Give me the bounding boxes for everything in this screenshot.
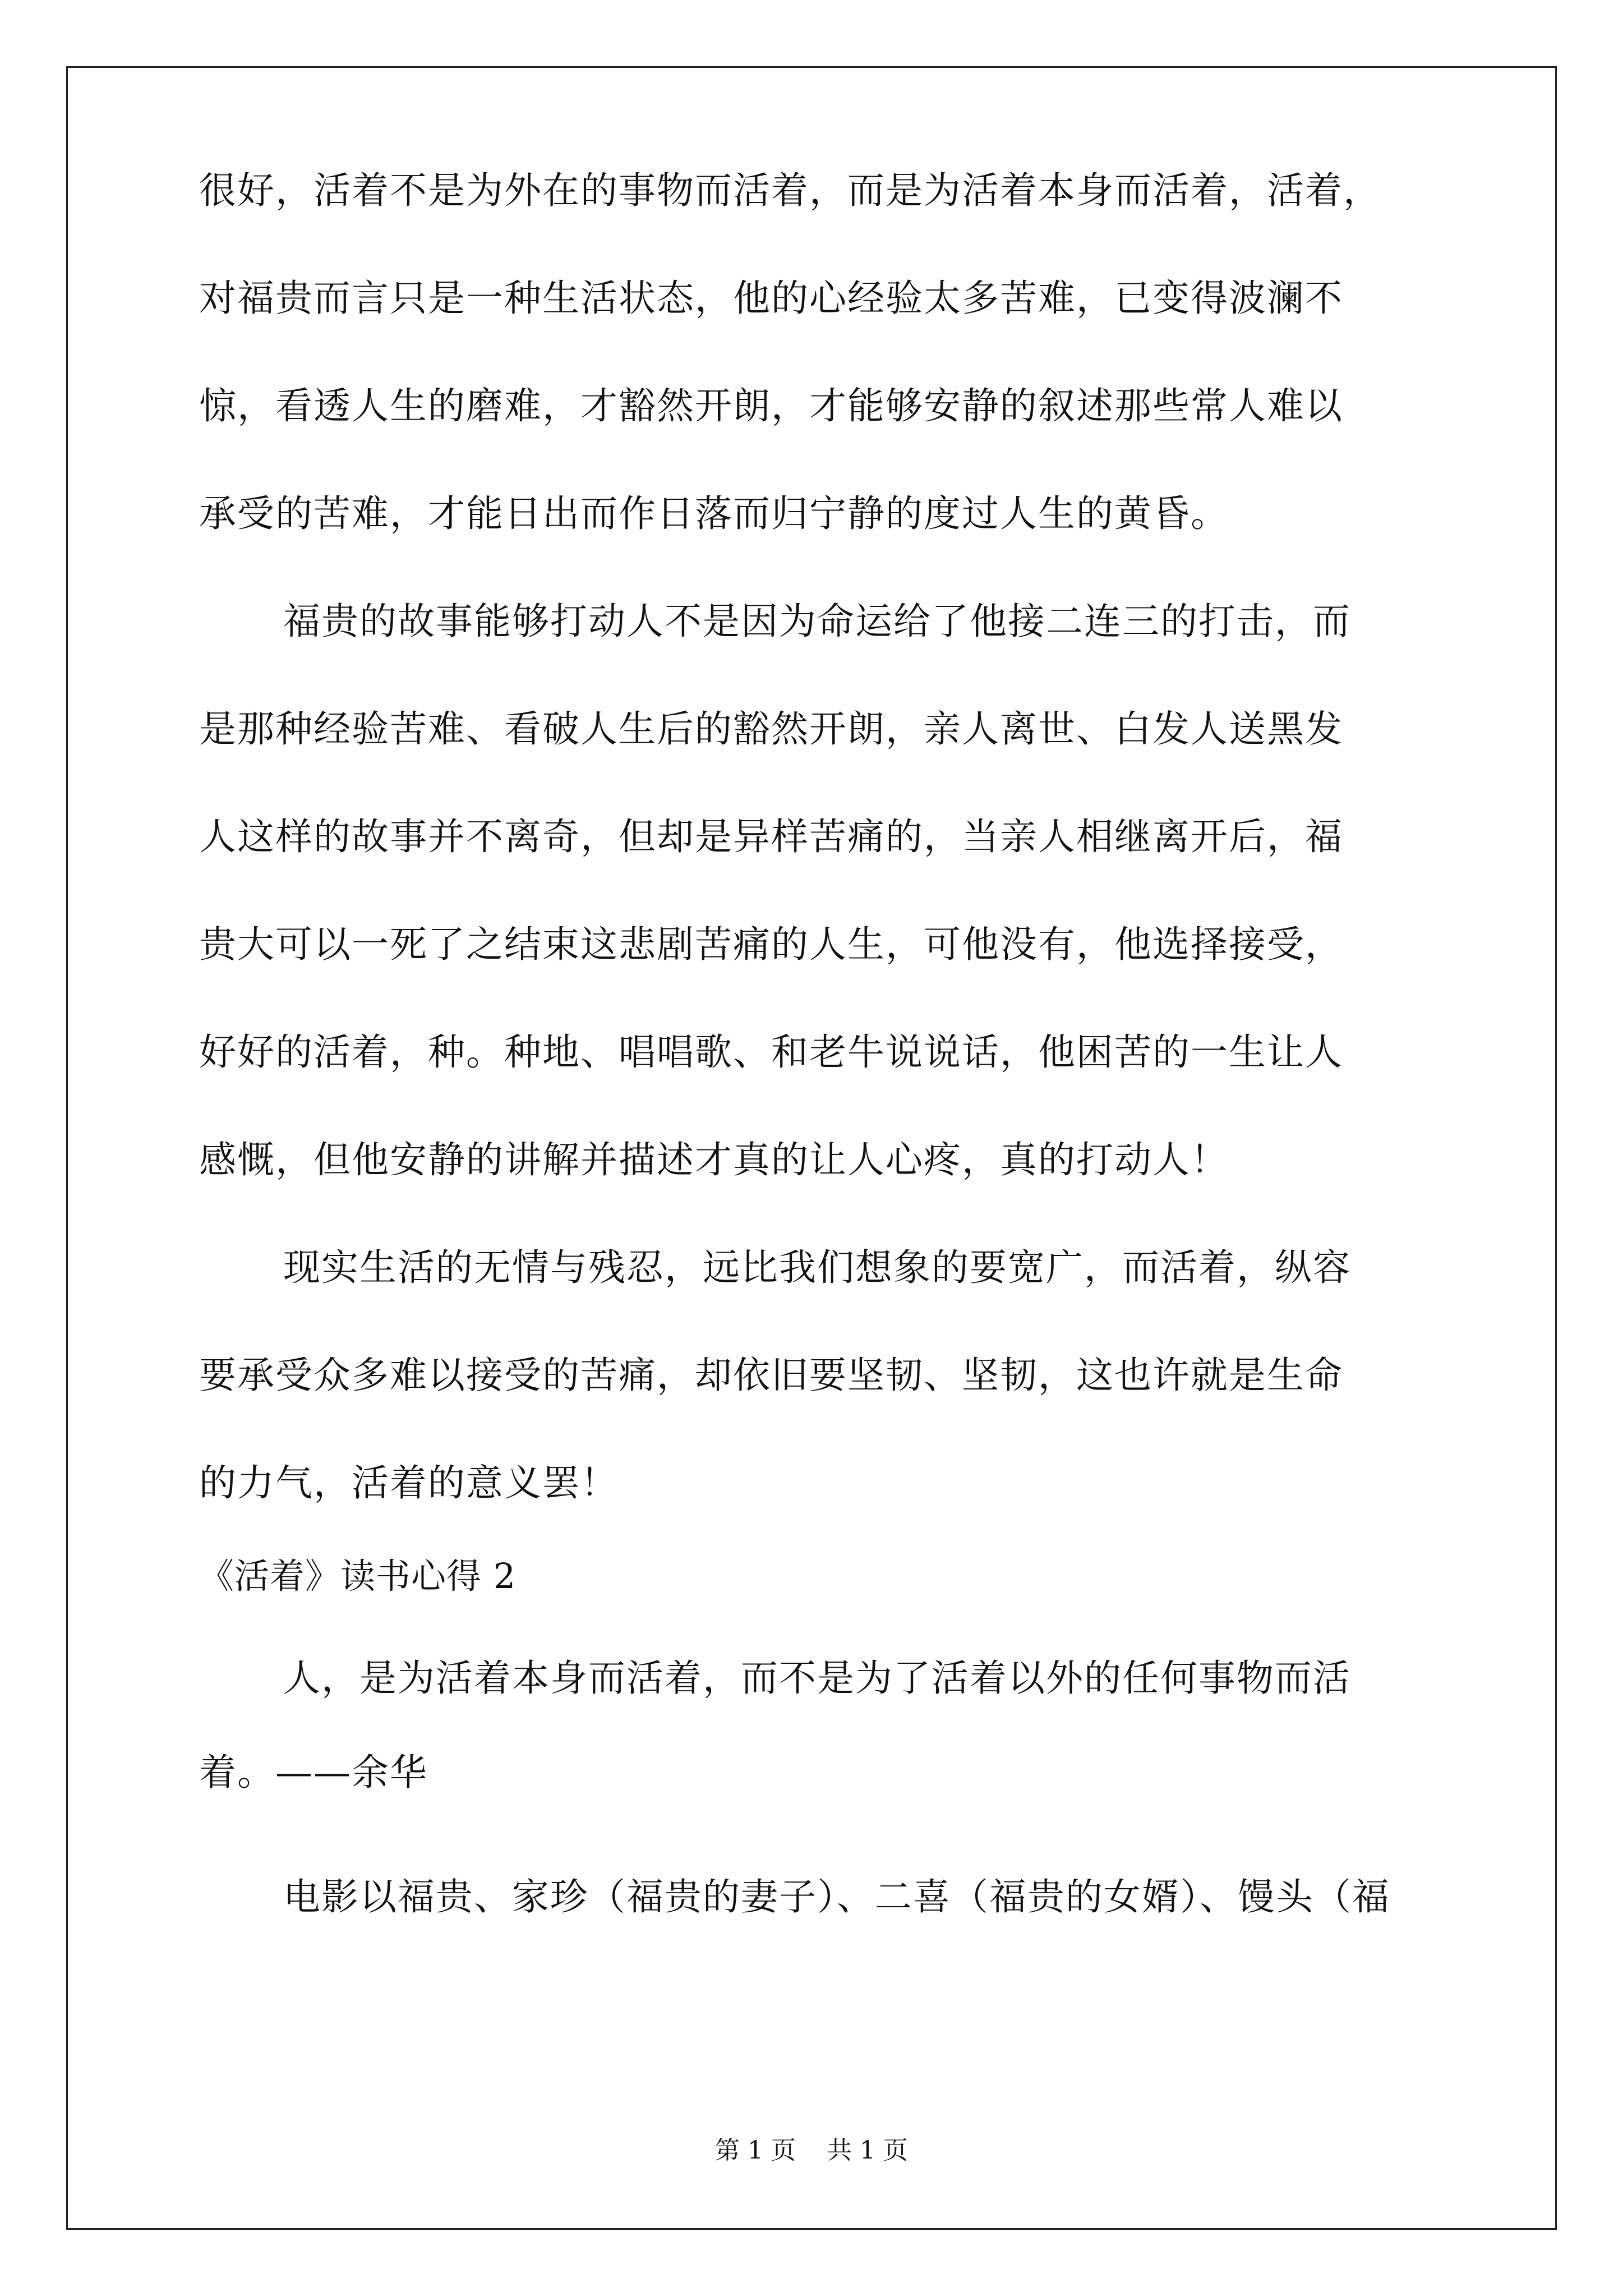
paragraph-first-line: 电影以福贵、家珍（福贵的妻子）、二喜（福贵的女婿）、馒头（福 [283,1875,1390,1918]
text-line: 是那种经验苦难、看破人生后的豁然开朗，亲人离世、白发人送黑发 [199,707,1343,751]
text-line: 好好的活着，种。种地、唱唱歌、和老牛说说话，他困苦的一生让人 [199,1030,1343,1074]
paragraph-first-line: 福贵的故事能够打动人不是因为命运给了他接二连三的打击，而 [283,600,1351,643]
section-heading: 《活着》读书心得 2 [199,1556,517,1596]
text-line: 人这样的故事并不离奇，但却是异样苦痛的，当亲人相继离开后，福 [199,815,1343,858]
text-line: 惊，看透人生的磨难，才豁然开朗，才能够安静的叙述那些常人难以 [199,384,1343,427]
paragraph-first-line: 现实生活的无情与残忍，远比我们想象的要宽广，而活着，纵容 [283,1246,1351,1289]
page-footer: 第 1 页 共 1 页 [715,2136,908,2165]
text-line: 承受的苦难，才能日出而作日落而归宁静的度过人生的黄昏。 [199,492,1229,535]
text-line: 的力气，活着的意义罢！ [199,1461,619,1504]
text-line: 贵大可以一死了之结束这悲剧苦痛的人生，可他没有，他选择接受， [199,923,1343,966]
text-line: 着。——余华 [199,1751,428,1794]
text-line: 要承受众多难以接受的苦痛，却依旧要坚韧、坚韧，这也许就是生命 [199,1354,1343,1397]
paragraph-first-line: 人，是为活着本身而活着，而不是为了活着以外的任何事物而活 [283,1657,1351,1700]
text-line: 感慨，但他安静的讲解并描述才真的让人心疼，真的打动人！ [199,1138,1229,1181]
text-line: 很好，活着不是为外在的事物而活着，而是为活着本身而活着，活着， [199,169,1381,212]
text-line: 对福贵而言只是一种生活状态，他的心经验太多苦难，已变得波澜不 [199,277,1343,320]
